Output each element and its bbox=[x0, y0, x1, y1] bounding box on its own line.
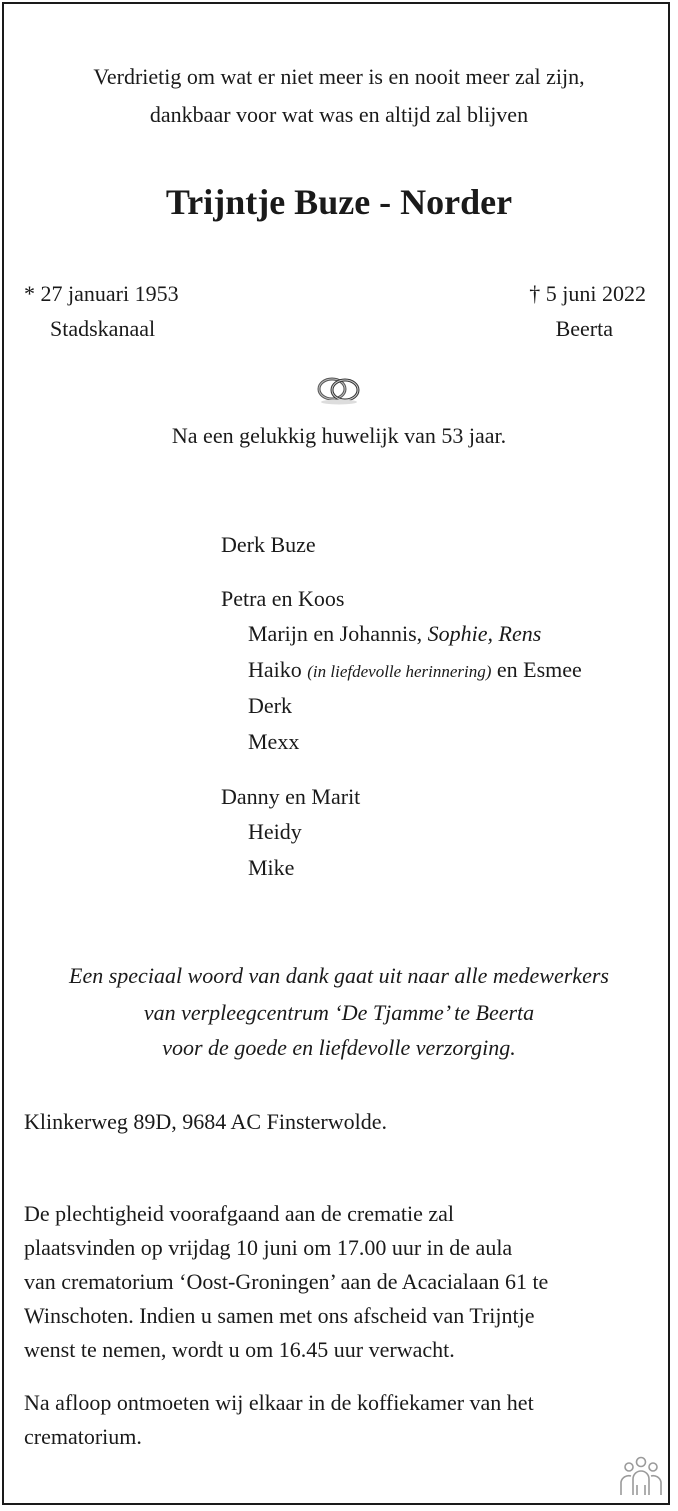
child-1-names: Petra en Koos bbox=[221, 586, 345, 611]
marriage-text: Na een gelukkig huwelijk van 53 jaar. bbox=[171, 423, 507, 448]
grandchild-4: Mexx bbox=[248, 729, 300, 754]
great-grandchildren: Sophie, Rens bbox=[427, 621, 542, 646]
grandchild-2-name: Haiko bbox=[248, 657, 302, 682]
people-group-logo-icon bbox=[617, 1455, 665, 1499]
thanks-line-3: voor de goede en liefdevolle verzorging. bbox=[162, 1035, 516, 1060]
death-date: † 5 juni 2022 bbox=[529, 281, 646, 306]
grandchild-3: Derk bbox=[248, 693, 292, 718]
death-place: Beerta bbox=[555, 316, 613, 341]
home-address: Klinkerweg 89D, 9684 AC Finsterwolde. bbox=[24, 1109, 387, 1134]
thanks-line-2: van verpleegcentrum ‘De Tjamme’ te Beerta bbox=[143, 1000, 535, 1025]
motto-line-2: dankbaar voor wat was en altijd zal blijven bbox=[149, 102, 529, 127]
ceremony-line-4: Winschoten. Indien u samen met ons afscheid van Trijntje bbox=[24, 1303, 535, 1328]
deceased-name: Trijntje Buze - Norder bbox=[165, 182, 513, 222]
ceremony-line-5: wenst te nemen, wordt u om 16.45 uur verwacht. bbox=[24, 1337, 455, 1362]
thanks-line-1: Een speciaal woord van dank gaat uit naar alle medewerkers bbox=[69, 963, 609, 988]
ceremony-line-3: van crematorium ‘Oost-Groningen’ aan de Acacialaan 61 te bbox=[24, 1269, 549, 1294]
in-memory-note: (in liefdevolle herinnering) bbox=[307, 662, 492, 681]
grandchild-5: Heidy bbox=[248, 819, 302, 844]
gathering-line-1: Na afloop ontmoeten wij elkaar in de koffiekamer van het bbox=[24, 1390, 534, 1415]
grandchild-6: Mike bbox=[248, 855, 295, 880]
birth-place: Stadskanaal bbox=[50, 316, 156, 341]
gathering-line-2: crematorium. bbox=[24, 1424, 142, 1449]
spouse-name: Derk Buze bbox=[221, 532, 316, 557]
motto-line-1: Verdrietig om wat er niet meer is en nooit meer zal zijn, bbox=[93, 64, 585, 89]
grandchild-2 bbox=[248, 655, 582, 687]
grandchild-1-names: Marijn en Johannis, bbox=[248, 621, 423, 646]
wedding-rings-icon bbox=[314, 372, 364, 406]
birth-date: * 27 januari 1953 bbox=[24, 281, 179, 306]
ceremony-line-1: De plechtigheid voorafgaand aan de crematie zal bbox=[24, 1201, 454, 1226]
child-2-names: Danny en Marit bbox=[221, 784, 361, 809]
grandchild-1 bbox=[248, 619, 541, 649]
grandchild-2-partner: en Esmee bbox=[496, 657, 582, 682]
ceremony-line-2: plaatsvinden op vrijdag 10 juni om 17.00 uur in de aula bbox=[24, 1235, 513, 1260]
